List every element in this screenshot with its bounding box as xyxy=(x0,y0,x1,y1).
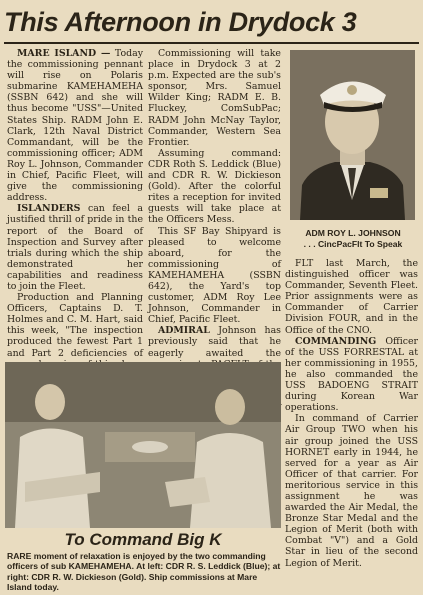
portrait-caption: ADM ROY L. JOHNSON . . . CincPacFlt To Speak xyxy=(303,228,403,249)
article-column-3 xyxy=(285,258,418,593)
headline: This Afternoon in Drydock 3 xyxy=(4,2,419,44)
paragraph: Production and Planning Officers, Captains D. T. Holmes and C. M. Hart, said this week, "The inspection produced the fewest Part 1 and Part 2 deficiencies of xyxy=(7,292,143,359)
paragraph: In command of Carrier Air Group TWO when his air group joined the USS HORNET early in 1944, he served for a year as Air Officer of that carrier. For meritorious service in this assignment he was awarded the Air Medal, the Bronze Star Medal and the Legion of Merit (both with Combat "V") and a Gold Star in lieu of the second Legion of Merit. xyxy=(285,413,418,569)
paragraph: FLT last March, the distinguished officer was Commander, Seventh Fleet. Prior assignments were as Commander of Carrier Division FOUR, and in the Office of the CNO. xyxy=(285,258,418,336)
photo-caption: RARE moment of relaxation is enjoyed by the two commanding officers of sub KAMEHAMEHA. At left: CDR R. S. Leddick (Blue); at right: CDR R. W. Dickieson (Gold). Ship commissions at Mare Island today. xyxy=(7,551,281,593)
paragraph: Assuming command: CDR Roth S. Leddick (Blue) and CDR R. W. Dickieson (Gold). After the colorful rites a reception for invited guests will take place at the Officers Mess. xyxy=(148,147,281,226)
commanding-officers-photo xyxy=(5,362,281,528)
paragraph: ISLANDERS can feel a justified thrill of pride in the report of the Board of Inspection and Survey after trials during which the ship demonstrated her capabilities and readiness to join the Fleet. xyxy=(7,203,143,292)
paragraph: This SF Bay Shipyard is pleased to welcome aboard, for the commissioning of KAMEHAMEHA (SSBN 642), the Yard's top customer, ADM Roy Lee Johnson, Commander in Chief, Pacific Fleet. xyxy=(148,225,281,326)
paragraph: COMMANDING Officer of the USS FORRESTAL at her commissioning in 1955, he also commanded the USS BADOENG STRAIT during Korean War operations. xyxy=(285,335,418,414)
paragraph: Commissioning will take place in Drydock 3 at 2 p.m. Expected are the sub's sponsor, Mrs. Samuel Wilder King; RADM E. B. Fluckey, ComSubPac; RADM John McNay Taylor, Commander, Western Sea Frontier. xyxy=(148,48,281,148)
paragraph: ADMIRAL Johnson has previously said that he eagerly awaited the xyxy=(148,325,281,359)
article-column-2 xyxy=(148,48,281,368)
admiral-portrait-photo xyxy=(290,50,415,220)
paragraph: MARE ISLAND — Today the commissioning pennant will rise on Polaris submarine KAMEHAMEHA (SSBN 642) and she will thus become "USS"—United States Ship. RADM John E. Clark, 12th Naval District Commandant, will be the commissioning officer; ADM Roy L. Johnson, Commander in Chief, Pacific Fleet, will give the commissioning address. xyxy=(7,48,143,204)
photo-headline: To Command Big K xyxy=(64,530,222,549)
article-column-1 xyxy=(7,48,143,368)
